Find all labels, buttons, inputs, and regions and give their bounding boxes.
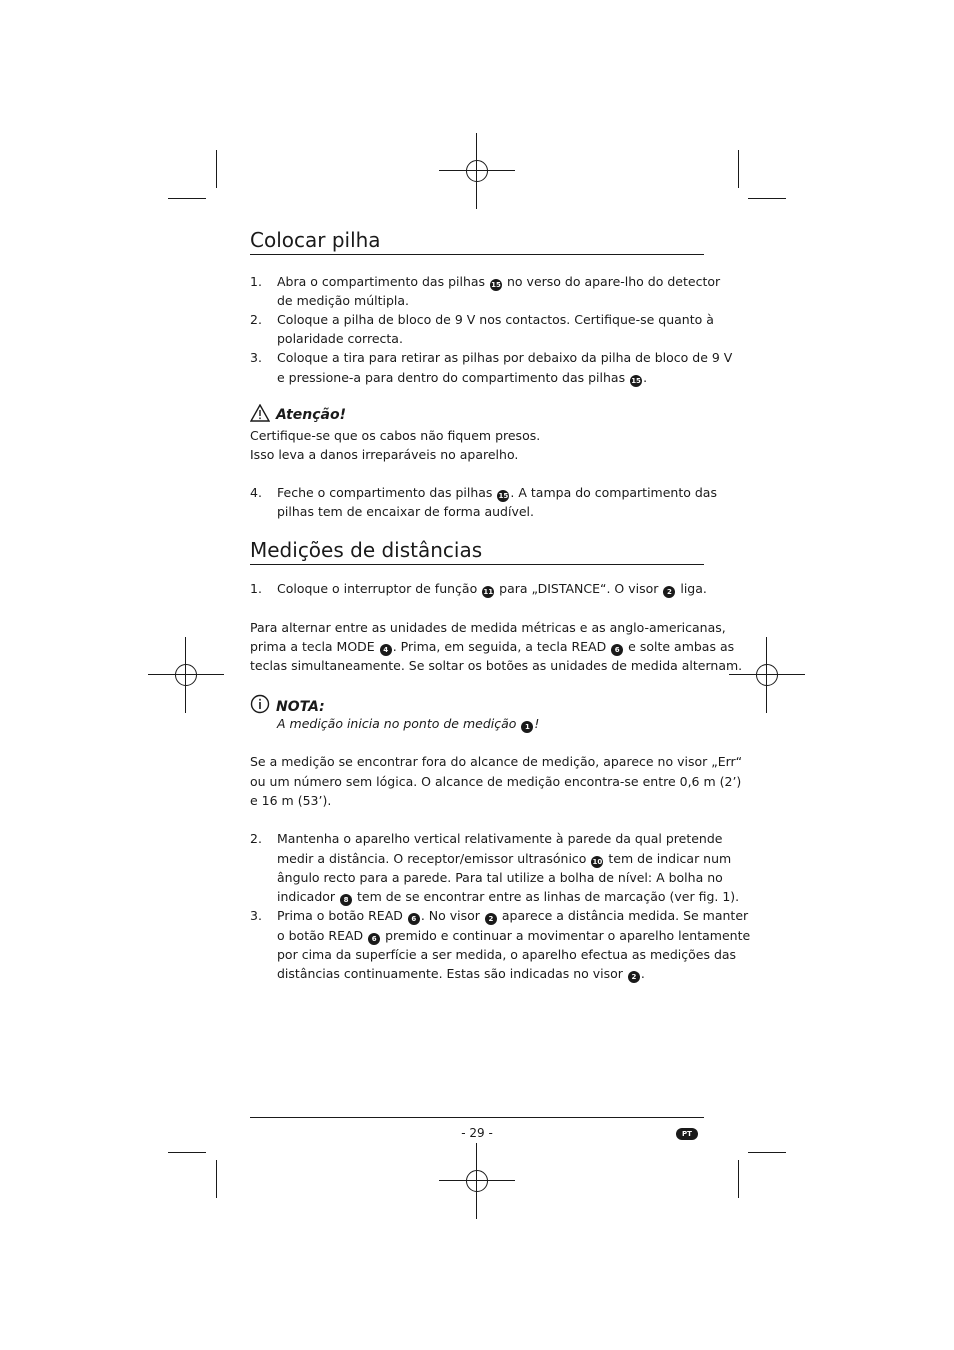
list-item-text: Mantenha o aparelho vertical relativamente à parede da qual pretende (277, 831, 723, 846)
info-icon (250, 694, 270, 720)
list-item-text: de medição múltipla. (277, 293, 410, 308)
warning-text: Isso leva a danos irreparáveis no aparelho. (250, 447, 519, 462)
footer-rule (250, 1117, 704, 1118)
list-item-text: Coloque a tira para retirar as pilhas por debaixo da pilha de bloco de 9 V (277, 350, 733, 365)
warning-text: Certifique-se que os cabos não fiquem presos. (250, 428, 541, 443)
list-number: 2. (250, 831, 262, 846)
part-number-badge: 15 (631, 377, 641, 385)
part-number-badge: 11 (483, 588, 494, 596)
list-item-text: ângulo recto para a parede. Para tal utilize a bolha de nível: A bolha no (277, 870, 723, 885)
paragraph-line: prima a tecla MODE 4 . Prima, em seguida, a tecla READ 6 e solte ambas as (250, 639, 735, 654)
list-number: 4. (250, 485, 262, 500)
registration-mark (148, 637, 224, 713)
crop-mark (748, 198, 786, 199)
part-number-badge: 4 (380, 644, 392, 656)
registration-mark (439, 1143, 515, 1219)
paragraph-line: Se a medição se encontrar fora do alcance de medição, aparece no visor „Err“ (250, 754, 743, 769)
list-number: 1. (250, 274, 262, 289)
part-number-badge: 2 (663, 586, 675, 598)
list-item-text: Abra o compartimento das pilhas 15 no verso do apare-lho do detector (277, 274, 721, 289)
part-number-badge: 15 (491, 281, 501, 289)
warning-triangle-icon (250, 404, 270, 428)
section-title-colocar-pilha: Colocar pilha (250, 228, 704, 255)
paragraph-line: e 16 m (53’). (250, 793, 332, 808)
language-badge: PT (676, 1128, 698, 1140)
list-item-text: medir a distância. O receptor/emissor ultrasónico 10 tem de indicar num (277, 851, 732, 866)
note-title: NOTA: (250, 694, 325, 720)
paragraph-line: teclas simultaneamente. Se soltar os botões as unidades de medida alternam. (250, 658, 743, 673)
list-item-text: e pressione-a para dentro do compartimento das pilhas 15 . (277, 370, 648, 385)
paragraph-line: Para alternar entre as unidades de medida métricas e as anglo-americanas, (250, 620, 726, 635)
crop-mark (216, 1160, 217, 1198)
warning-title: Atenção! (250, 404, 346, 428)
list-item-text: Feche o compartimento das pilhas 15 . A tampa do compartimento das (277, 485, 717, 500)
list-number: 1. (250, 581, 262, 596)
registration-mark (729, 637, 805, 713)
part-number-badge: 6 (368, 933, 380, 945)
list-item-text: pilhas tem de encaixar de forma audível. (277, 504, 534, 519)
part-number-badge: 1 (521, 721, 533, 733)
list-item-text: distâncias continuamente. Estas são indicadas no visor 2 . (277, 966, 645, 981)
list-number: 3. (250, 908, 262, 923)
crop-mark (216, 150, 217, 188)
list-item-text: Coloque a pilha de bloco de 9 V nos contactos. Certifique-se quanto à (277, 312, 714, 327)
part-number-badge: 6 (408, 913, 420, 925)
list-number: 2. (250, 312, 262, 327)
list-item-text: Coloque o interruptor de função 11 para „DISTANCE“. O visor 2 liga. (277, 581, 707, 596)
note-text: A medição inicia no ponto de medição 1 ! (277, 716, 540, 731)
crop-mark (748, 1152, 786, 1153)
part-number-badge: 2 (485, 913, 497, 925)
crop-mark (168, 198, 206, 199)
part-number-badge: 15 (498, 492, 509, 500)
list-item-text: indicador 8 tem de se encontrar entre as linhas de marcação (ver fig. 1). (277, 889, 740, 904)
section-title-medicoes: Medições de distâncias (250, 538, 704, 565)
list-number: 3. (250, 350, 262, 365)
registration-mark (439, 133, 515, 209)
crop-mark (738, 1160, 739, 1198)
crop-mark (738, 150, 739, 188)
part-number-badge: 8 (340, 894, 352, 906)
list-item-text: por cima da superfície a ser medida, o aparelho efectua as medições das (277, 947, 737, 962)
crop-mark (168, 1152, 206, 1153)
part-number-badge: 6 (611, 644, 623, 656)
part-number-badge: 10 (592, 858, 603, 866)
list-item-text: o botão READ 6 premido e continuar a movimentar o aparelho lentamente (277, 928, 751, 943)
list-item-text: polaridade correcta. (277, 331, 403, 346)
paragraph-line: ou um número sem lógica. O alcance de medição encontra-se entre 0,6 m (2’) (250, 774, 742, 789)
list-item-text: Prima o botão READ 6 . No visor 2 aparece a distância medida. Se manter (277, 908, 749, 923)
page-number: - 29 - (461, 1126, 493, 1140)
part-number-badge: 2 (628, 971, 640, 983)
